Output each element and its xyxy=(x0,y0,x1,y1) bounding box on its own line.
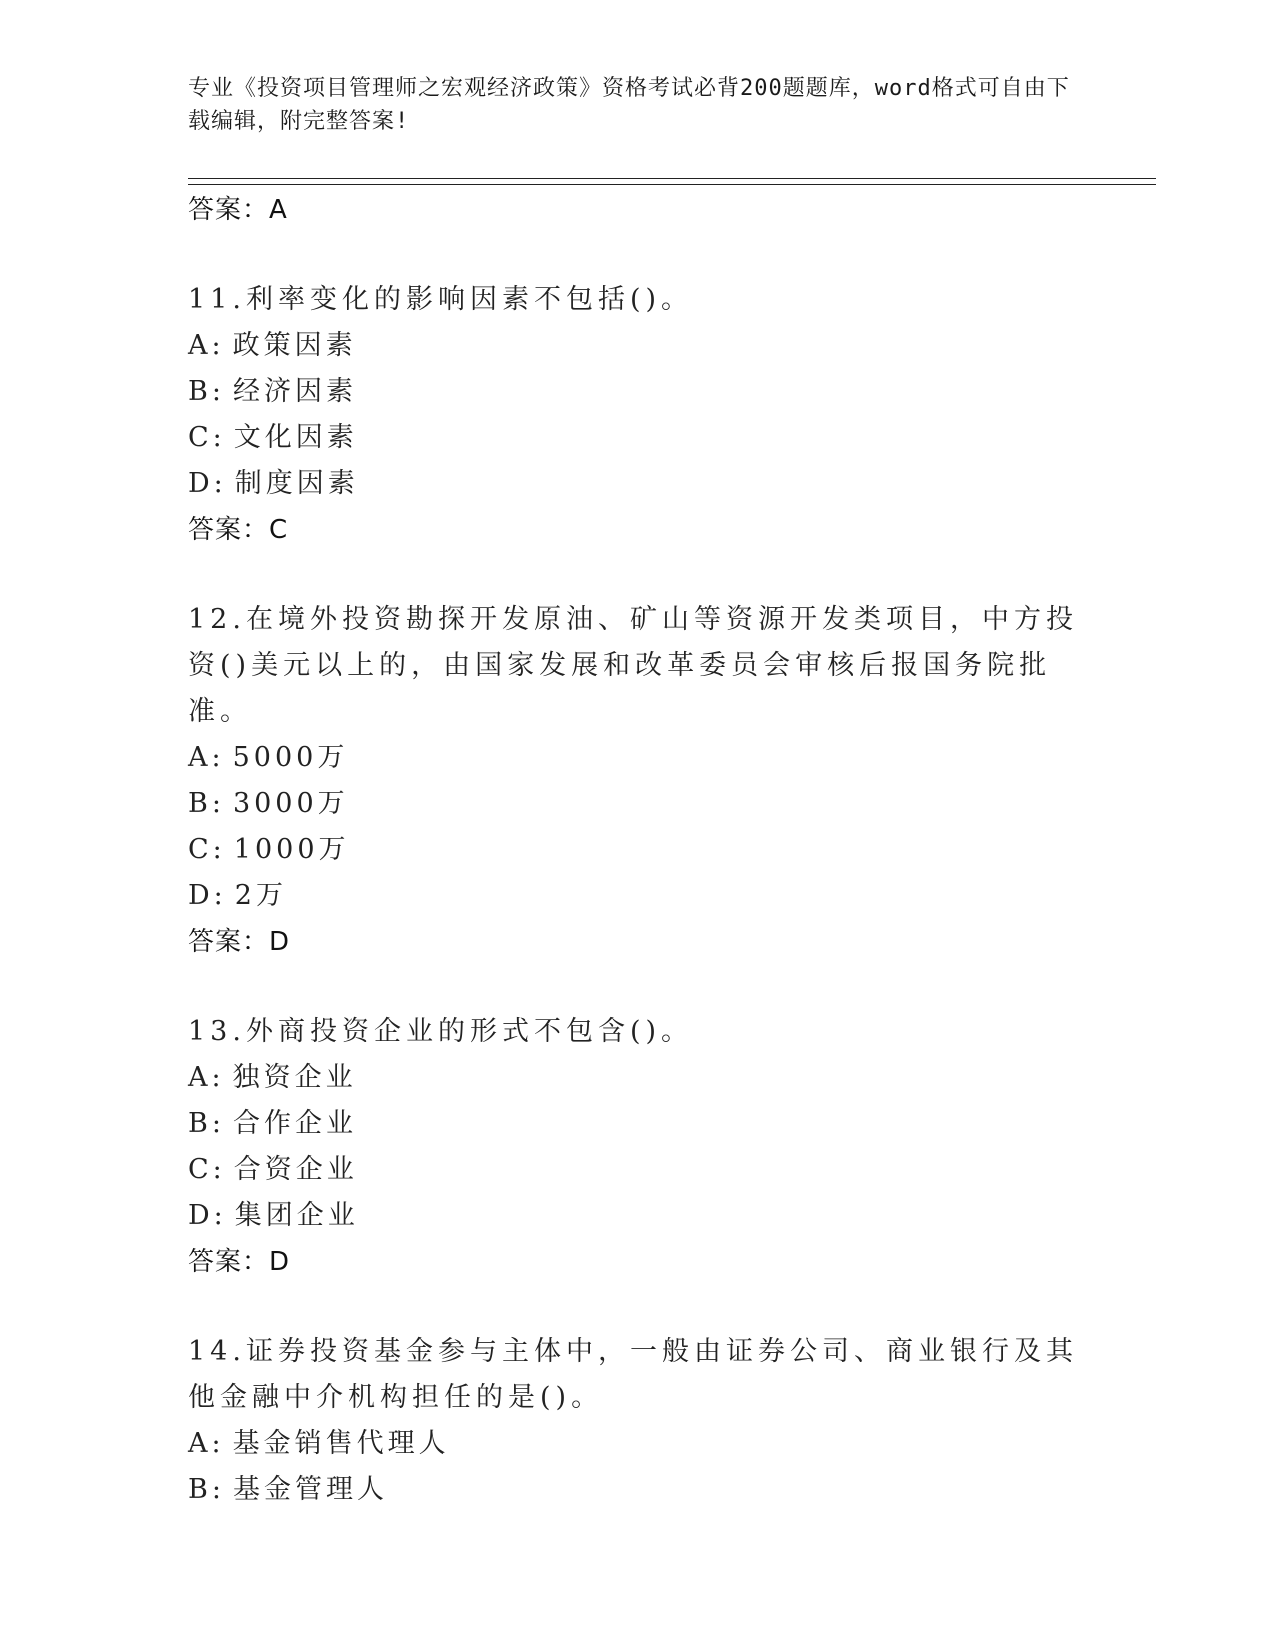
option-key: D xyxy=(188,468,214,499)
question-text: 证券投资基金参与主体中，一般由证券公司、商业银行及其他金融中介机构担任的是()。 xyxy=(188,1336,1078,1413)
question-text: 外商投资企业的形式不包含()。 xyxy=(245,1016,694,1047)
option-key: B xyxy=(188,788,212,819)
option-key: B xyxy=(188,376,212,407)
option-text: 政策因素 xyxy=(232,330,357,361)
option-b xyxy=(188,1101,1088,1147)
option-a xyxy=(188,323,1088,369)
option-text: 基金销售代理人 xyxy=(232,1428,450,1459)
question-stem xyxy=(188,1009,1088,1055)
option-key: B xyxy=(188,1474,212,1505)
option-key: D xyxy=(188,1200,214,1231)
option-key: A xyxy=(188,1062,212,1093)
option-d xyxy=(188,1193,1088,1239)
option-a xyxy=(188,1055,1088,1101)
answer-value: C xyxy=(269,515,289,545)
question-text: 在境外投资勘探开发原油、矿山等资源开发类项目，中方投资()美元以上的，由国家发展和改革委员会审核后报国务院批准。 xyxy=(188,604,1078,727)
option-separator: : xyxy=(211,1062,225,1093)
answer-label: 答案： xyxy=(188,195,270,225)
question-number: 12. xyxy=(188,604,246,635)
option-b xyxy=(188,1467,1088,1513)
option-key: A xyxy=(188,742,212,773)
option-text: 经济因素 xyxy=(232,376,357,407)
option-separator: : xyxy=(212,1154,226,1185)
question-number: 14. xyxy=(188,1336,246,1367)
option-separator: : xyxy=(211,1428,225,1459)
option-text: 基金管理人 xyxy=(232,1474,388,1505)
option-d xyxy=(188,461,1088,507)
question-list xyxy=(188,187,1088,1513)
answer-label: 答案： xyxy=(188,1247,270,1277)
question-block xyxy=(188,1009,1088,1285)
option-separator: : xyxy=(211,742,225,773)
option-text: 独资企业 xyxy=(232,1062,357,1093)
question-block xyxy=(188,1329,1088,1513)
option-separator: : xyxy=(211,1474,225,1505)
option-separator: : xyxy=(213,1200,227,1231)
option-key: A xyxy=(188,1428,212,1459)
question-text: 利率变化的影响因素不包括()。 xyxy=(245,284,694,315)
option-separator: : xyxy=(211,376,225,407)
option-separator: : xyxy=(212,834,226,865)
option-key: C xyxy=(188,834,213,865)
option-separator: : xyxy=(211,330,225,361)
option-b xyxy=(188,369,1088,415)
answer-value: D xyxy=(269,1247,291,1277)
question-stem xyxy=(188,1329,1088,1421)
option-key: B xyxy=(188,1108,212,1139)
answer-label: 答案： xyxy=(188,927,270,957)
question-block xyxy=(188,277,1088,553)
page-header-title: 专业《投资项目管理师之宏观经济政策》资格考试必背200题题库，word格式可自由下载编辑，附完整答案! xyxy=(188,76,1070,134)
question-number: 11. xyxy=(188,284,246,315)
option-separator: : xyxy=(211,1108,225,1139)
option-text: 3000万 xyxy=(232,788,349,819)
questions-container xyxy=(188,277,1088,1513)
option-text: 集团企业 xyxy=(234,1200,359,1231)
answer-label: 答案： xyxy=(188,515,270,545)
option-separator: : xyxy=(213,468,227,499)
option-key: D xyxy=(188,880,214,911)
answer-line xyxy=(188,507,1088,553)
question-number: 13. xyxy=(188,1016,246,1047)
option-c xyxy=(188,1147,1088,1193)
question-stem xyxy=(188,597,1088,735)
option-key: C xyxy=(188,1154,213,1185)
option-a xyxy=(188,1421,1088,1467)
header-rule-top xyxy=(188,178,1156,179)
option-c xyxy=(188,827,1088,873)
option-text: 制度因素 xyxy=(234,468,359,499)
option-text: 合资企业 xyxy=(233,1154,358,1185)
answer-value: D xyxy=(269,927,291,957)
option-text: 2万 xyxy=(234,880,287,911)
question-stem xyxy=(188,277,1088,323)
option-text: 1000万 xyxy=(233,834,350,865)
option-b xyxy=(188,781,1088,827)
option-text: 5000万 xyxy=(232,742,349,773)
answer-value: A xyxy=(269,195,288,225)
option-key: A xyxy=(188,330,212,361)
option-d xyxy=(188,873,1088,919)
option-c xyxy=(188,415,1088,461)
option-text: 文化因素 xyxy=(233,422,358,453)
answer-line xyxy=(188,919,1088,965)
option-key: C xyxy=(188,422,213,453)
option-text: 合作企业 xyxy=(232,1108,357,1139)
option-separator: : xyxy=(211,788,225,819)
option-separator: : xyxy=(213,880,227,911)
option-separator: : xyxy=(212,422,226,453)
option-a xyxy=(188,735,1088,781)
question-block xyxy=(188,597,1088,965)
answer-line xyxy=(188,1239,1088,1285)
answer-line xyxy=(188,187,1088,233)
header-rule-bottom xyxy=(188,184,1156,185)
